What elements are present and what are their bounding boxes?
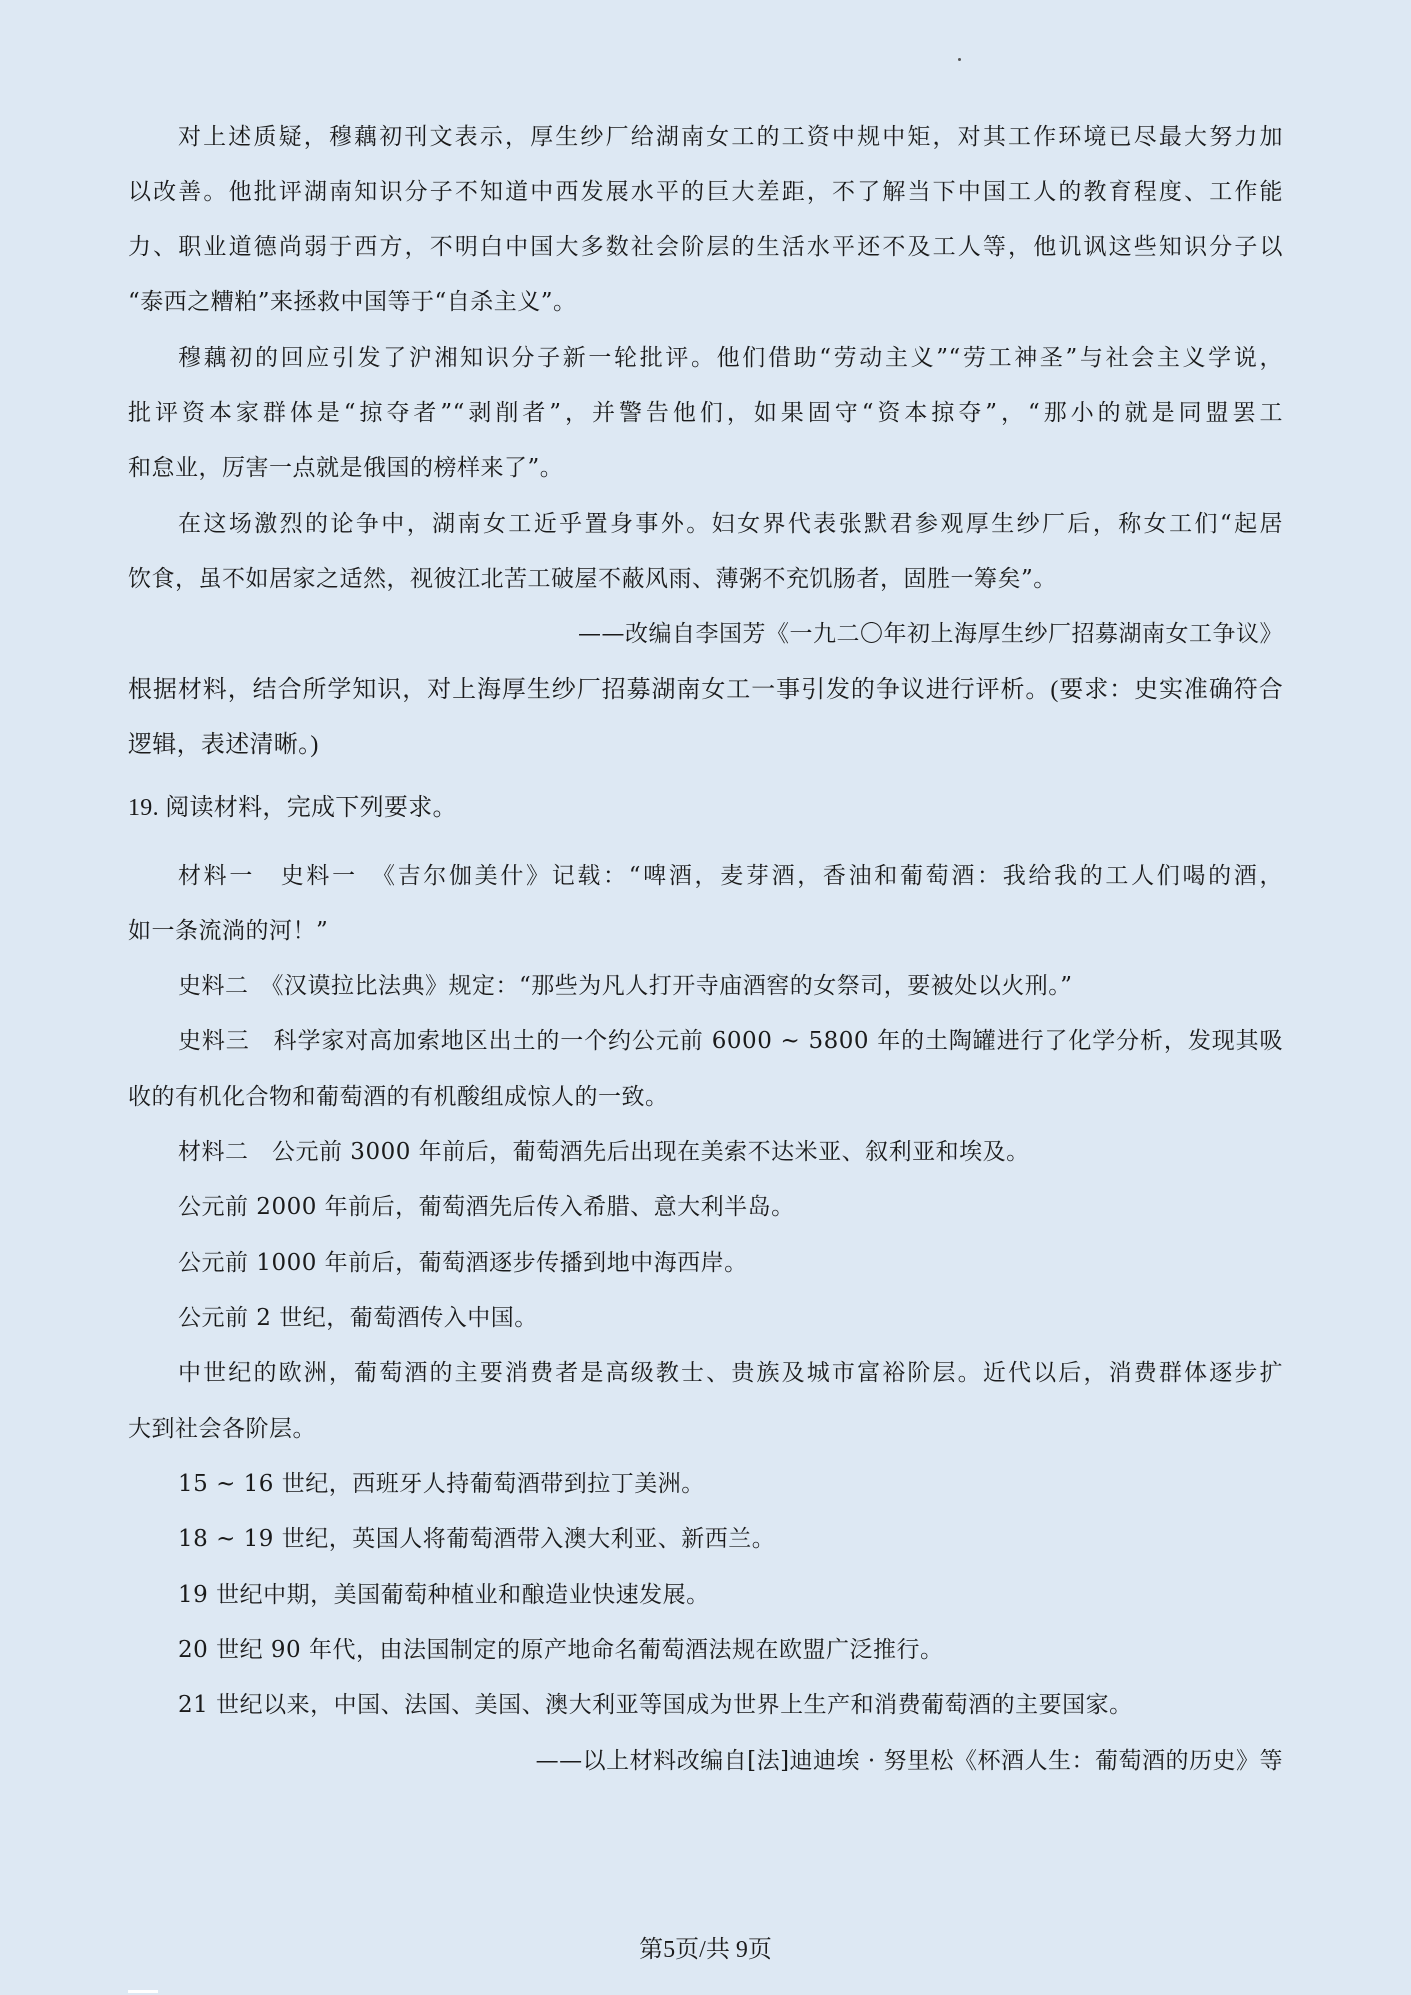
question-19-heading: 19. 阅读材料，完成下列要求。 bbox=[128, 795, 457, 821]
text-line: 和怠业，厉害一点就是俄国的榜样来了”。 bbox=[128, 455, 564, 481]
text-line: 材料一 史料一 《吉尔伽美什》记载：“啤酒，麦芽酒，香油和葡萄酒：我给我的工人们喝的酒， bbox=[178, 863, 1283, 889]
question-prompt: 逻辑，表述清晰。) bbox=[128, 732, 319, 758]
text-line: 19 世纪中期，美国葡萄种植业和酿造业快速发展。 bbox=[178, 1582, 710, 1608]
text-line: 中世纪的欧洲，葡萄酒的主要消费者是高级教士、贵族及城市富裕阶层。近代以后，消费群体逐步扩 bbox=[178, 1360, 1283, 1386]
text-line: 15 ~ 16 世纪，西班牙人持葡萄酒带到拉丁美洲。 bbox=[178, 1471, 705, 1497]
text-line: 大到社会各阶层。 bbox=[128, 1416, 316, 1442]
text-line: 20 世纪 90 年代，由法国制定的原产地命名葡萄酒法规在欧盟广泛推行。 bbox=[178, 1637, 944, 1663]
question-prompt: 根据材料，结合所学知识，对上海厚生纱厂招募湖南女工一事引发的争议进行评析。(要求：史实准确符合 bbox=[128, 677, 1283, 703]
source-citation: ——改编自李国芳《一九二〇年初上海厚生纱厂招募湖南女工争议》 bbox=[578, 621, 1283, 647]
text-line: 18 ~ 19 世纪，英国人将葡萄酒带入澳大利亚、新西兰。 bbox=[178, 1526, 776, 1552]
text-line: 批评资本家群体是“掠夺者”“剥削者”，并警告他们，如果固守“资本掠夺”，“那小的就是同盟罢工 bbox=[128, 400, 1283, 426]
text-line: 公元前 2000 年前后，葡萄酒先后传入希腊、意大利半岛。 bbox=[178, 1194, 795, 1220]
source-citation: ——以上材料改编自[法]迪迪埃 · 努里松《杯酒人生：葡萄酒的历史》等 bbox=[535, 1748, 1283, 1774]
text-line: 如一条流淌的河！” bbox=[128, 918, 329, 944]
page-number-footer: 第5页/共 9页 bbox=[639, 1937, 772, 1963]
text-line: “泰西之糟粕”来拯救中国等于“自杀主义”。 bbox=[128, 289, 577, 315]
text-line: 对上述质疑，穆藕初刊文表示，厚生纱厂给湖南女工的工资中规中矩，对其工作环境已尽最大努力加 bbox=[178, 124, 1283, 150]
text-line: 公元前 2 世纪，葡萄酒传入中国。 bbox=[178, 1305, 538, 1331]
corner-mark bbox=[128, 1990, 158, 1993]
text-line: 史料三 科学家对高加索地区出土的一个约公元前 6000 ~ 5800 年的土陶罐进行了化学分析，发现其吸 bbox=[178, 1028, 1283, 1054]
text-line: 在这场激烈的论争中，湖南女工近乎置身事外。妇女界代表张默君参观厚生纱厂后，称女工们“起居 bbox=[178, 511, 1283, 537]
text-line: 穆藕初的回应引发了沪湘知识分子新一轮批评。他们借助“劳动主义”“劳工神圣”与社会主义学说， bbox=[178, 345, 1283, 371]
text-line: 公元前 1000 年前后，葡萄酒逐步传播到地中海西岸。 bbox=[178, 1250, 748, 1276]
stray-dot bbox=[958, 58, 961, 61]
text-line: 以改善。他批评湖南知识分子不知道中西发展水平的巨大差距，不了解当下中国工人的教育程度、工作能 bbox=[128, 179, 1283, 205]
text-line: 21 世纪以来，中国、法国、美国、澳大利亚等国成为世界上生产和消费葡萄酒的主要国家。 bbox=[178, 1692, 1133, 1718]
text-line: 力、职业道德尚弱于西方，不明白中国大多数社会阶层的生活水平还不及工人等，他讥讽这些知识分子以 bbox=[128, 234, 1283, 260]
text-line: 收的有机化合物和葡萄酒的有机酸组成惊人的一致。 bbox=[128, 1084, 669, 1110]
text-line: 史料二 《汉谟拉比法典》规定：“那些为凡人打开寺庙酒窖的女祭司，要被处以火刑。” bbox=[178, 973, 1073, 999]
text-line: 材料二 公元前 3000 年前后，葡萄酒先后出现在美索不达米亚、叙利亚和埃及。 bbox=[178, 1139, 1030, 1165]
text-line: 饮食，虽不如居家之适然，视彼江北苦工破屋不蔽风雨、薄粥不充饥肠者，固胜一筹矣”。 bbox=[128, 566, 1057, 592]
